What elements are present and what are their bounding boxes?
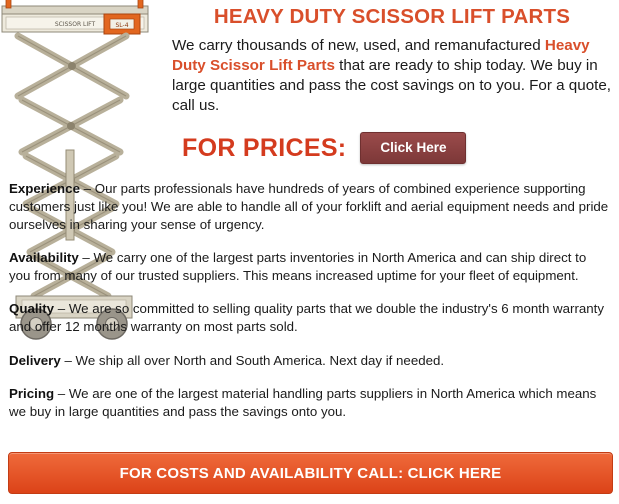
feature-term: Delivery (9, 352, 61, 368)
feature-experience (9, 180, 609, 234)
feature-quality (9, 300, 609, 336)
page-title: HEAVY DUTY SCISSOR LIFT PARTS (213, 5, 571, 28)
feature-text: – We are so committed to selling quality parts that we double the industry's 6 month warranty and offer 12 months warranty on most parts sold. (9, 301, 605, 335)
feature-term: Availability (9, 250, 79, 266)
intro-text-after: that are ready to ship today. We buy in large quantities and pass the cost savings on to you. For a quote, call us. (172, 56, 612, 115)
feature-term: Experience (9, 181, 80, 196)
feature-term: Quality (9, 301, 55, 317)
cta-call-button[interactable] (8, 452, 613, 494)
feature-term: Pricing (9, 385, 55, 401)
cta-label: FOR COSTS AND AVAILABILITY CALL: CLICK HERE (119, 464, 502, 482)
feature-text: – We carry one of the largest parts inventories in North America and can ship direct to you from many of our trusted suppliers. This means increased uptime for your fleet of equipment. (9, 250, 587, 284)
for-prices-label: FOR PRICES: (182, 133, 347, 162)
feature-text: – We ship all over North and South America. Next day if needed. (60, 352, 445, 368)
prices-row (182, 132, 466, 164)
feature-delivery (9, 352, 609, 370)
features-list (9, 180, 609, 421)
intro-text-before: We carry thousands of new, used, and remanufactured (172, 36, 545, 54)
click-here-button[interactable]: Click Here (360, 132, 466, 164)
feature-text: – Our parts professionals have hundreds of years of combined experience supporting customers just like you! We are able to handle all of your forklift and aerial equipment needs and pride ourselves in sharing your sense of urgency. (9, 181, 609, 233)
svg-text:SCISSOR LIFT: SCISSOR LIFT (54, 21, 96, 28)
header-block (172, 6, 612, 116)
intro-paragraph (172, 36, 612, 117)
intro-text-emphasis: Heavy Duty Scissor Lift Parts (172, 36, 590, 74)
svg-text:SL-4: SL-4 (115, 22, 129, 29)
feature-pricing (9, 385, 609, 421)
feature-text: – We are one of the largest material handling parts suppliers in North America which means we buy in large quantities and pass the savings onto you. (9, 385, 597, 419)
feature-availability (9, 249, 609, 285)
